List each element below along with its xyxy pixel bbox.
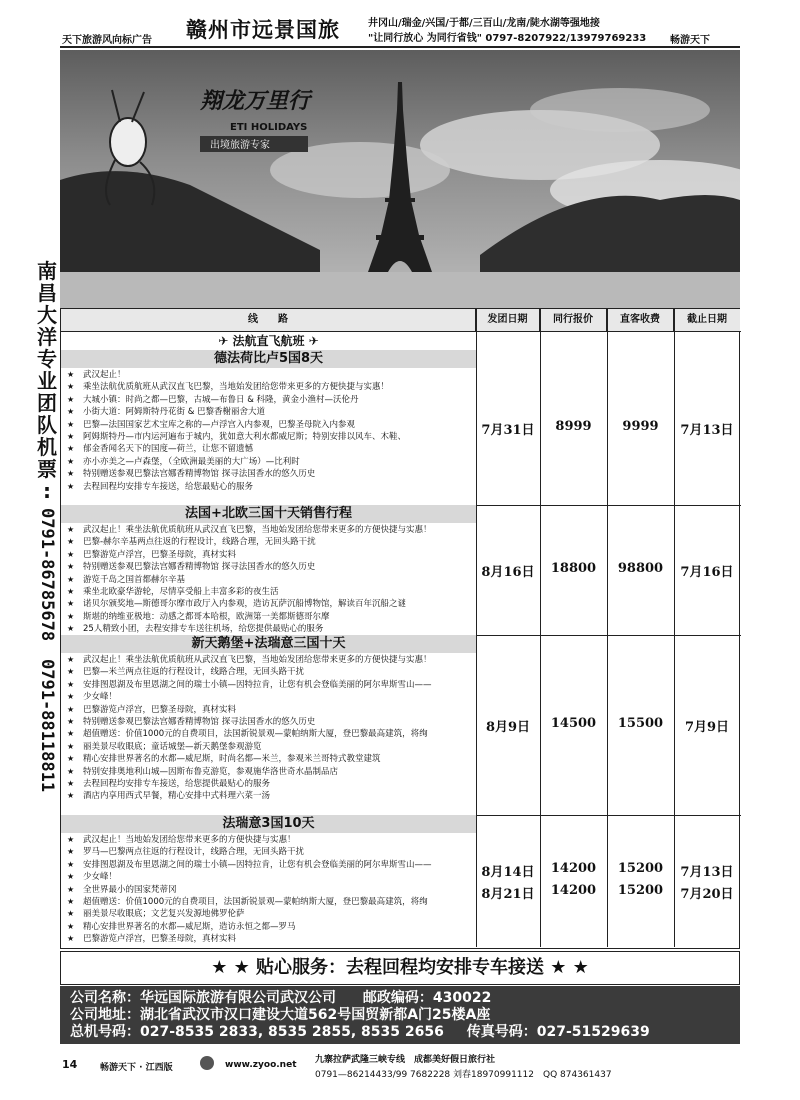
- logo-name-cn: 翔龙万里行: [200, 88, 311, 114]
- company-name-row: 公司名称：华远国际旅游有限公司武汉公司 邮政编码：430022: [70, 990, 492, 1006]
- package-title: 新天鹅堡+法瑞意三国十天: [61, 635, 476, 653]
- package-feature-item: ★ 巴黎游览卢浮宫，巴黎圣母院，真材实料: [65, 933, 476, 945]
- company-fax: 027-51529639: [536, 1024, 650, 1040]
- package-feature-item: ★ 罗马—巴黎两点往返的行程设计，线路合理，无回头路干扰: [65, 846, 476, 858]
- package-feature-item: ★ 巴黎—米兰两点往返的行程设计，线路合理，无回头路干扰: [65, 666, 476, 678]
- hero-banner: [60, 50, 740, 308]
- col-header-peer-price: 同行报价: [540, 309, 607, 331]
- deadline-date: 7月9日: [684, 720, 730, 735]
- package-title: 法国+北欧三国十天销售行程: [61, 505, 476, 523]
- package-feature-list: [61, 834, 476, 946]
- peer-price: 18800: [550, 561, 597, 576]
- peer-price: 14200: [550, 861, 597, 876]
- package-feature-item: ★ 郁金香闻名天下的国度—荷兰，让您不留遗憾: [65, 443, 476, 455]
- package-feature-item: ★ 丽美景尽收眼底；文艺复兴发源地佛罗伦萨: [65, 908, 476, 920]
- page-footer: [60, 1048, 740, 1088]
- side-ad-text: 昌: [37, 281, 57, 305]
- depart-date: 7月31日: [481, 422, 535, 438]
- header-divider: [60, 46, 740, 48]
- publication-name: 畅游天下 · 江西版: [100, 1063, 173, 1073]
- service-banner: ★ ★ 贴心服务：去程回程均安排专车接送 ★ ★: [60, 951, 740, 985]
- col-header-depart-date: 发团日期: [476, 309, 540, 331]
- package-feature-list: [61, 524, 476, 636]
- package-feature-item: ★ 武汉起止！: [65, 369, 476, 381]
- package-feature-item: ★ 武汉起止！乘坐法航优质航班从武汉直飞巴黎，当地始发团给您带来更多的方便快捷与实惠！: [65, 654, 476, 666]
- package-feature-item: ★ 特别安排奥地利山城—因斯布鲁克游览，参观施华洛世奇水晶制品店: [65, 766, 476, 778]
- package-feature-item: ★ 小街大道：阿姆斯特丹花街 & 巴黎香榭丽舍大道: [65, 406, 476, 418]
- side-ad-text: 业: [37, 369, 57, 393]
- side-ad-text: 南: [37, 259, 57, 283]
- airplane-icon: ✈: [218, 334, 233, 348]
- logo-tagline: 出境旅游专家: [210, 140, 270, 151]
- company-name: 华远国际旅游有限公司武汉公司: [140, 990, 336, 1006]
- col-divider: [540, 309, 541, 947]
- package-feature-item: ★ 巴黎游览卢浮宫，巴黎圣母院，真材实料: [65, 549, 476, 561]
- package-feature-item: ★ 斯堪的纳维亚极地：动感之都哥本哈根，欧洲第一美都斯德哥尔摩: [65, 611, 476, 623]
- package-feature-item: ★ 亦小亦美之—卢森堡，（全欧洲最美丽的大广场）—比利时: [65, 456, 476, 468]
- header-brand: 赣州市远景国旅: [186, 17, 340, 42]
- col-header-deadline: 截止日期: [674, 309, 740, 331]
- package-feature-item: ★ 武汉起止！当地始发团给您带来更多的方便快捷与实惠！: [65, 834, 476, 846]
- side-ad-text: :: [43, 479, 51, 503]
- side-ad-text: 大: [37, 303, 57, 327]
- publication-logo-icon: [200, 1056, 214, 1070]
- col-divider: [674, 309, 675, 947]
- package-feature-item: ★ 精心安排世界著名的水都—威尼斯，时尚名都—米兰，参观米兰哥特式教堂建筑: [65, 753, 476, 765]
- side-ad-text: 团: [37, 391, 57, 415]
- package-feature-item: ★ 去程回程均安排专车接送，给您提供最贴心的服务: [65, 778, 476, 790]
- package-title: 法瑞意3国10天: [61, 815, 476, 833]
- package-feature-item: ★ 巴黎—法国国家艺术宝库之称的—卢浮宫入内参观，巴黎圣母院入内参观: [65, 419, 476, 431]
- company-phone-row: 总机号码：027-8535 2833, 8535 2855, 8535 2656 传真号码：027-51529639: [70, 1024, 650, 1040]
- company-info: [60, 986, 740, 1044]
- col-header-direct-price: 直客收费: [607, 309, 674, 331]
- package-feature-item: ★ 巴黎游览卢浮宫，巴黎圣母院，真材实料: [65, 704, 476, 716]
- package-feature-item: ★ 安排图恩湖及布里恩湖之间的瑞士小镇—因特拉肯，让您有机会登临美丽的阿尔卑斯雪山——: [65, 679, 476, 691]
- direct-price: 15500: [617, 716, 664, 731]
- direct-price: 9999: [622, 418, 659, 434]
- page-header: [0, 0, 800, 48]
- header-routes: 井冈山/瑞金/兴国/于都/三百山/龙南/陡水湖等强地接: [368, 18, 600, 29]
- package-feature-list: [61, 654, 476, 803]
- depart-date: 8月9日: [485, 720, 531, 735]
- col-divider: [476, 309, 477, 947]
- package-feature-item: ★ 超值赠送：价值1000元的自费项目，法国新锐景观—蒙帕纳斯大厦，登巴黎最高建筑，将绚: [65, 896, 476, 908]
- direct-price: 98800: [617, 561, 664, 576]
- deadline-date: 7月13日: [680, 422, 734, 438]
- company-address: 湖北省武汉市汉口建设大道562号国贸新都A门25楼A座: [140, 1007, 491, 1023]
- company-address-row: 公司地址：湖北省武汉市汉口建设大道562号国贸新都A门25楼A座: [70, 1007, 491, 1023]
- package-feature-list: [61, 369, 476, 493]
- package-feature-item: ★ 超值赠送：价值1000元的自费项目，法国新锐景观—蒙帕纳斯大厦，登巴黎最高建筑，将绚: [65, 728, 476, 740]
- page-number: 14: [62, 1058, 78, 1071]
- postal-code: 430022: [432, 990, 492, 1006]
- package-feature-item: ★ 特别赠送参观巴黎法宫娜香精博物馆 探寻法国香水的悠久历史: [65, 716, 476, 728]
- side-ad-text: 洋: [37, 325, 57, 349]
- package-feature-item: ★ 乘坐法航优质航班从武汉直飞巴黎，当地始发团给您带来更多的方便快捷与实惠！: [65, 381, 476, 393]
- package-feature-item: ★ 阿姆斯特丹—市内运河遍布于城内，犹如意大利水都威尼斯；特别安排以风车、木鞋、: [65, 431, 476, 443]
- peer-price: 14200: [550, 883, 597, 898]
- tour-price-table: [60, 308, 740, 949]
- package-feature-item: ★ 诺贝尔颁奖地—斯德哥尔摩市政厅入内参观，造访瓦萨沉船博物馆，解读百年沉船之谜: [65, 598, 476, 610]
- side-ad-text: 机: [37, 435, 57, 459]
- package-feature-item: ★ 武汉起止！乘坐法航优质航班从武汉直飞巴黎，当地始发团给您带来更多的方便快捷与实惠！: [65, 524, 476, 536]
- package-feature-item: ★ 游览千岛之国首都赫尔辛基: [65, 574, 476, 586]
- package-title: 德法荷比卢5国8天: [61, 350, 476, 368]
- footer-ad-title: 九寨拉萨武隆三峡专线 成都美好假日旅行社: [315, 1055, 496, 1065]
- package-feature-item: ★ 少女峰！: [65, 691, 476, 703]
- header-left-text: 天下旅游风向标广告: [62, 35, 152, 46]
- package-feature-item: ★ 大城小镇：时尚之都—巴黎，古城—布鲁日 & 科隆，黄金小渔村—沃伦丹: [65, 394, 476, 406]
- package-feature-item: ★ 特别赠送参观巴黎法宫娜香精博物馆 探寻法国香水的悠久历史: [65, 561, 476, 573]
- package-feature-item: ★ 精心安排世界著名的水都—威尼斯，造访永恒之都—罗马: [65, 921, 476, 933]
- side-ad-text: 0791-88118811: [37, 659, 57, 793]
- depart-date: 8月14日: [481, 865, 535, 880]
- package-feature-item: ★ 特别赠送参观巴黎法宫娜香精博物馆 探寻法国香水的悠久历史: [65, 468, 476, 480]
- package-feature-item: ★ 乘坐北欧豪华游轮，尽情享受船上丰富多彩的夜生活: [65, 586, 476, 598]
- col-header-route: 线 路: [61, 309, 476, 331]
- depart-date: 8月21日: [481, 887, 535, 902]
- airplane-icon: ✈: [304, 334, 319, 348]
- package-feature-item: ★ 巴黎-赫尔辛基两点往返的行程设计，线路合理，无回头路干扰: [65, 536, 476, 548]
- package-feature-item: ★ 安排图恩湖及布里恩湖之间的瑞士小镇—因特拉肯，让您有机会登临美丽的阿尔卑斯雪山——: [65, 859, 476, 871]
- side-ad-text: 专: [37, 347, 57, 371]
- depart-date: 8月16日: [481, 565, 535, 580]
- deadline-date: 7月20日: [680, 887, 734, 902]
- col-divider: [607, 309, 608, 947]
- peer-price: 8999: [555, 418, 592, 434]
- package-feature-item: ★ 去程回程均安排专车接送，给您最贴心的服务: [65, 481, 476, 493]
- peer-price: 14500: [550, 716, 597, 731]
- deadline-date: 7月16日: [680, 565, 734, 580]
- package-feature-item: ★ 全世界最小的国家梵蒂冈: [65, 884, 476, 896]
- hero-illustration: [60, 50, 740, 308]
- header-right-text: 畅游天下: [670, 35, 710, 46]
- direct-price: 15200: [617, 883, 664, 898]
- package-feature-item: ★ 丽美景尽收眼底；童话城堡—新天鹅堡参观游览: [65, 741, 476, 753]
- package-feature-item: ★ 酒店内享用西式早餐，精心安排中式料理六菜一汤: [65, 790, 476, 802]
- header-slogan: "让同行放心 为同行省钱" 0797-8207922/13979769233: [368, 33, 647, 44]
- side-ad-text: 票: [37, 457, 57, 481]
- company-phone: 027-8535 2833, 8535 2855, 8535 2656: [140, 1024, 444, 1040]
- side-ad-text: 队: [37, 413, 57, 437]
- direct-price: 15200: [617, 861, 664, 876]
- website-link[interactable]: www.zyoo.net: [225, 1060, 297, 1070]
- package-feature-item: ★ 25人精致小团，去程安排专车送往机场，给您提供最贴心的服务: [65, 623, 476, 635]
- section-title: ✈ 法航直飞航班 ✈: [218, 334, 319, 348]
- logo-name-en: ETI HOLIDAYS: [230, 122, 308, 133]
- logo-block: [200, 88, 313, 152]
- footer-ad-contact: 0791—86214433/99 7682228 刘春18970991112 QQ 874361437: [315, 1070, 612, 1080]
- package-feature-item: ★ 少女峰！: [65, 871, 476, 883]
- deadline-date: 7月13日: [680, 865, 734, 880]
- side-ad-vertical: [34, 260, 60, 810]
- side-ad-text: 0791-86785678: [37, 508, 57, 642]
